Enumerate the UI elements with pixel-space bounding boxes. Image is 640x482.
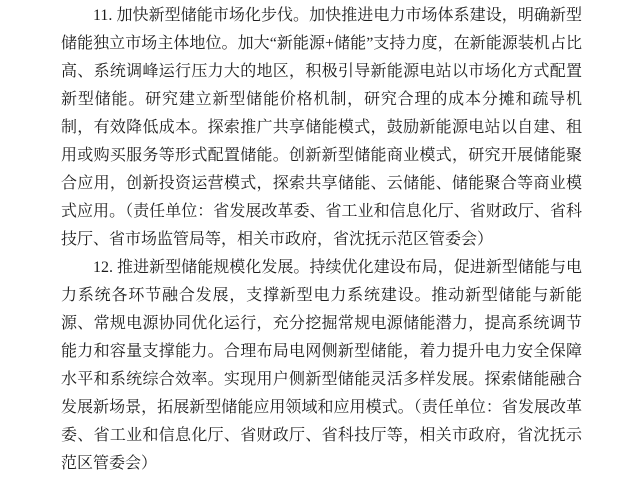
paragraph-item-11: 11. 加快新型储能市场化步伐。加快推进电力市场体系建设，明确新型储能独立市场主体地位。加大“新能源+储能”支持力度，在新能源装机占比高、系统调峰运行压力大的地区，积极引导新能源电站以市场化方式配置新型储能。研究建立新型储能价格机制，研究合理的成本分摊和疏导机制，有效降低成本。探索推广共享储能模式，鼓励新能源电站以自建、租用或购买服务等形式配置储能。创新新型储能商业模式，研究开展储能聚合应用，创新投资运营模式，探索共享储能、云储能、储能聚合等商业模式应用。（责任单位：省发展改革委、省工业和信息化厅、省财政厅、省科技厅、省市场监管局等，相关市政府，省沈抚示范区管委会） [61,7,582,248]
paragraph-item-12: 12. 推进新型储能规模化发展。持续优化建设布局，促进新型储能与电力系统各环节融合发展，支撑新型电力系统建设。推动新型储能与新能源、常规电源协同优化运行，充分挖掘常规电源储能潜力，提高系统调节能力和容量支撑能力。合理布局电网侧新型储能，着力提升电力安全保障水平和系统综合效率。实现用户侧新型储能灵活多样发展。探索储能融合发展新场景，拓展新型储能应用领域和应用模式。（责任单位：省发展改革委、省工业和信息化厅、省财政厅、省科技厅等，相关市政府，省沈抚示范区管委会） [61,259,582,472]
